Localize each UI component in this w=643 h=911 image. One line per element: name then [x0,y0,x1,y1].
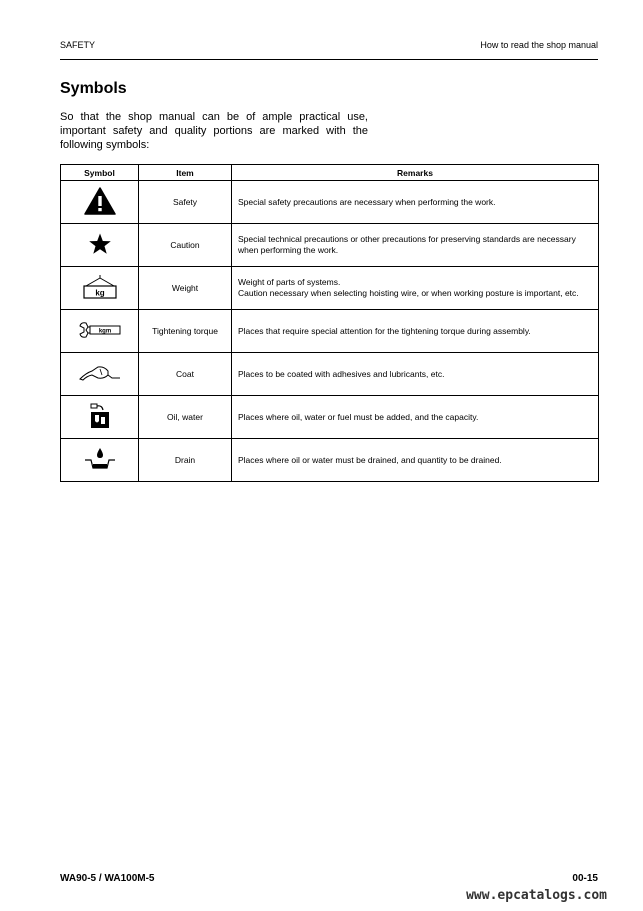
page-title: Symbols [60,80,127,97]
drain-pan-icon [83,446,117,474]
remarks-cell [232,353,599,396]
coat-tube-icon [78,363,122,385]
remarks-text: Places where oil or water must be drained, and quantity to be drained. [238,454,502,465]
symbol-cell [61,396,139,439]
symbol-cell [61,181,139,224]
header-chapter-title: How to read the shop manual [480,40,598,50]
table-row [61,353,599,396]
item-cell: Safety [139,181,232,224]
table-row [61,181,599,224]
column-header-symbol: Symbol [61,165,139,181]
item-cell: Coat [139,353,232,396]
table-row [61,224,599,267]
header-divider [60,59,598,60]
table-row [61,439,599,482]
remarks-cell [232,224,599,267]
symbol-cell [61,224,139,267]
header-section-label: SAFETY [60,40,96,50]
footer-model: WA90-5 / WA100M-5 [60,873,155,884]
intro-paragraph: So that the shop manual can be of ample practical use, important safety and quality portions are marked with the following symbols: [60,111,368,151]
symbol-cell [61,353,139,396]
weight-icon-label: kg [94,288,105,298]
torque-icon-label: kgm [98,328,111,335]
remarks-text: Places to be coated with adhesives and lubricants, etc. [238,368,445,379]
torque-wrench-kgm-icon [78,320,122,342]
remarks-cell [232,439,599,482]
symbol-cell [61,310,139,353]
oil-can-icon [87,402,113,432]
column-header-remarks: Remarks [232,165,599,181]
table-row [61,267,599,310]
remarks-text: Places that require special attention for the tightening torque during assembly. [238,325,531,336]
remarks-cell [232,267,599,310]
symbols-table [60,164,599,482]
table-row [61,396,599,439]
item-cell: Caution [139,224,232,267]
remarks-text: Caution necessary when selecting hoisting wire, or when working posture is important, etc. [238,288,579,298]
remarks-text: Places where oil, water or fuel must be added, and the capacity. [238,411,479,422]
table-row [61,310,599,353]
remarks-cell [232,181,599,224]
remarks-text: Special technical precautions or other precautions for preserving standards are necessary when performing the work. [238,234,576,255]
remarks-text: Special safety precautions are necessary when performing the work. [238,196,496,207]
column-header-item: Item [139,165,232,181]
remarks-text: Weight of parts of systems. [238,277,341,287]
remarks-cell [232,396,599,439]
item-cell: Tightening torque [139,310,232,353]
symbol-cell [61,267,139,310]
symbol-cell [61,439,139,482]
watermark: www.epcatalogs.com [466,888,607,903]
item-cell: Drain [139,439,232,482]
remarks-cell [232,310,599,353]
item-cell: Oil, water [139,396,232,439]
table-header-row [61,165,599,181]
warning-triangle-icon [84,187,116,217]
item-cell: Weight [139,267,232,310]
weight-kg-icon [80,274,120,302]
footer-page-number: 00-15 [572,873,598,884]
star-icon [88,232,112,258]
